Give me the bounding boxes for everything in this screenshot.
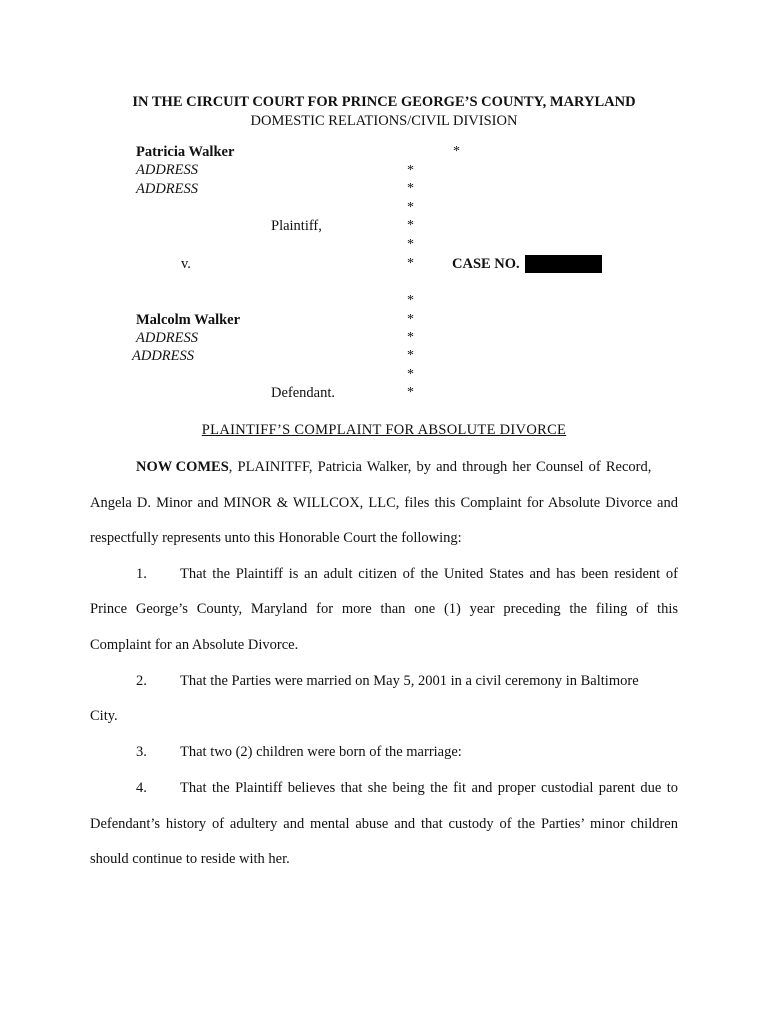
paragraph-first-line: That the Plaintiff believes that she being the fit and proper custodial parent due to (180, 780, 678, 796)
versus-label: v. (181, 256, 191, 272)
caption-asterisk: * (407, 163, 414, 178)
court-heading: IN THE CIRCUIT COURT FOR PRINCE GEORGE’S COUNTY, MARYLAND (132, 94, 636, 110)
caption-asterisk: * (407, 181, 414, 196)
caption-asterisk: * (407, 256, 414, 271)
redacted-case-number (525, 255, 602, 273)
paragraph-number: 3. (136, 744, 147, 760)
caption-asterisk: * (407, 367, 414, 382)
defendant-address-line-2: ADDRESS (132, 348, 195, 364)
caption-asterisk: * (407, 330, 414, 345)
paragraph-line: Defendant’s history of adultery and mental abuse and that custody of the Parties’ minor children (90, 816, 678, 832)
caption-asterisk: * (407, 348, 414, 363)
caption-asterisk: * (407, 237, 414, 252)
defendant-name: Malcolm Walker (136, 312, 241, 328)
division-heading: DOMESTIC RELATIONS/CIVIL DIVISION (250, 113, 518, 129)
intro-line: respectfully represents unto this Honorable Court the following: (90, 530, 462, 546)
defendant-role: Defendant. (271, 385, 336, 401)
case-number-label: CASE NO. (452, 256, 520, 272)
intro-first-line (136, 458, 651, 476)
paragraph-number: 4. (136, 780, 147, 796)
paragraph-line: Prince George’s County, Maryland for more than one (1) year preceding the filing of this (90, 601, 678, 617)
paragraph-number: 1. (136, 566, 147, 582)
plaintiff-address-line-1: ADDRESS (136, 162, 199, 178)
intro-line: Angela D. Minor and MINOR & WILLCOX, LLC, files this Complaint for Absolute Divorce and (90, 495, 678, 511)
caption-asterisk: * (407, 293, 414, 308)
caption-asterisk: * (407, 312, 414, 327)
caption-asterisk: * (407, 385, 414, 400)
caption-asterisk: * (407, 218, 414, 233)
plaintiff-role: Plaintiff, (271, 218, 322, 234)
caption-asterisk: * (453, 144, 460, 159)
intro-first-line-rest: , PLAINITFF, Patricia Walker, by and through her Counsel of Record, (228, 459, 652, 475)
document-title: PLAINTIFF’S COMPLAINT FOR ABSOLUTE DIVORCE (201, 422, 567, 438)
plaintiff-name: Patricia Walker (136, 144, 235, 160)
caption-asterisk: * (407, 200, 414, 215)
intro-lead: NOW COMES (136, 459, 229, 475)
defendant-address-line-1: ADDRESS (136, 330, 199, 346)
plaintiff-address-line-2: ADDRESS (136, 181, 199, 197)
paragraph-first-line: That the Plaintiff is an adult citizen of the United States and has been resident of (180, 566, 678, 582)
paragraph-line: should continue to reside with her. (90, 851, 290, 867)
paragraph-first-line: That the Parties were married on May 5, 2001 in a civil ceremony in Baltimore (180, 673, 639, 689)
paragraph-first-line: That two (2) children were born of the marriage: (180, 744, 462, 760)
paragraph-line: City. (90, 708, 118, 724)
paragraph-line: Complaint for an Absolute Divorce. (90, 637, 299, 653)
paragraph-number: 2. (136, 673, 147, 689)
